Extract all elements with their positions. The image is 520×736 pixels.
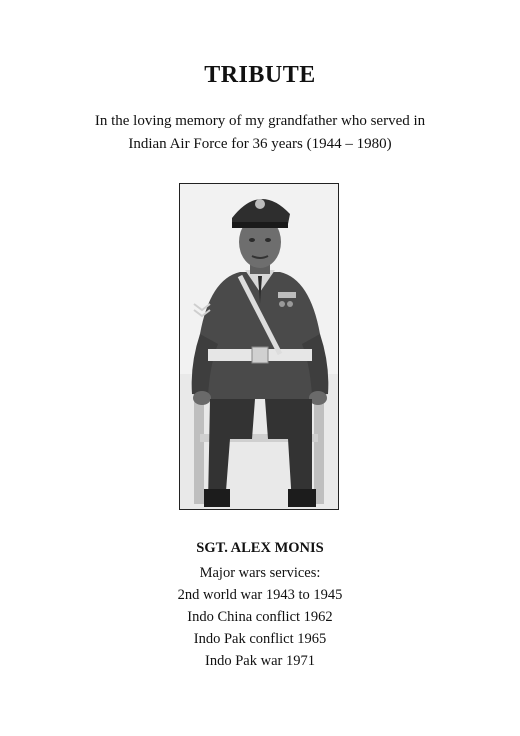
service-item: Indo Pak conflict 1965 xyxy=(193,631,327,647)
soldier-name: SGT. ALEX MONIS xyxy=(196,540,324,556)
page-title: TRIBUTE xyxy=(204,62,316,88)
caption-block xyxy=(0,537,520,672)
service-item: Indo Pak war 1971 xyxy=(205,653,315,669)
service-item: 2nd world war 1943 to 1945 xyxy=(177,587,343,603)
portrait-photo xyxy=(179,183,339,510)
dedication-text xyxy=(0,110,520,156)
dedication-line-1: In the loving memory of my grandfather who served in xyxy=(94,113,426,129)
service-heading: Major wars services: xyxy=(199,565,321,581)
soldier-portrait-illustration xyxy=(180,184,338,509)
service-item: Indo China conflict 1962 xyxy=(187,609,333,625)
dedication-line-2: Indian Air Force for 36 years (1944 – 1980) xyxy=(128,136,392,152)
